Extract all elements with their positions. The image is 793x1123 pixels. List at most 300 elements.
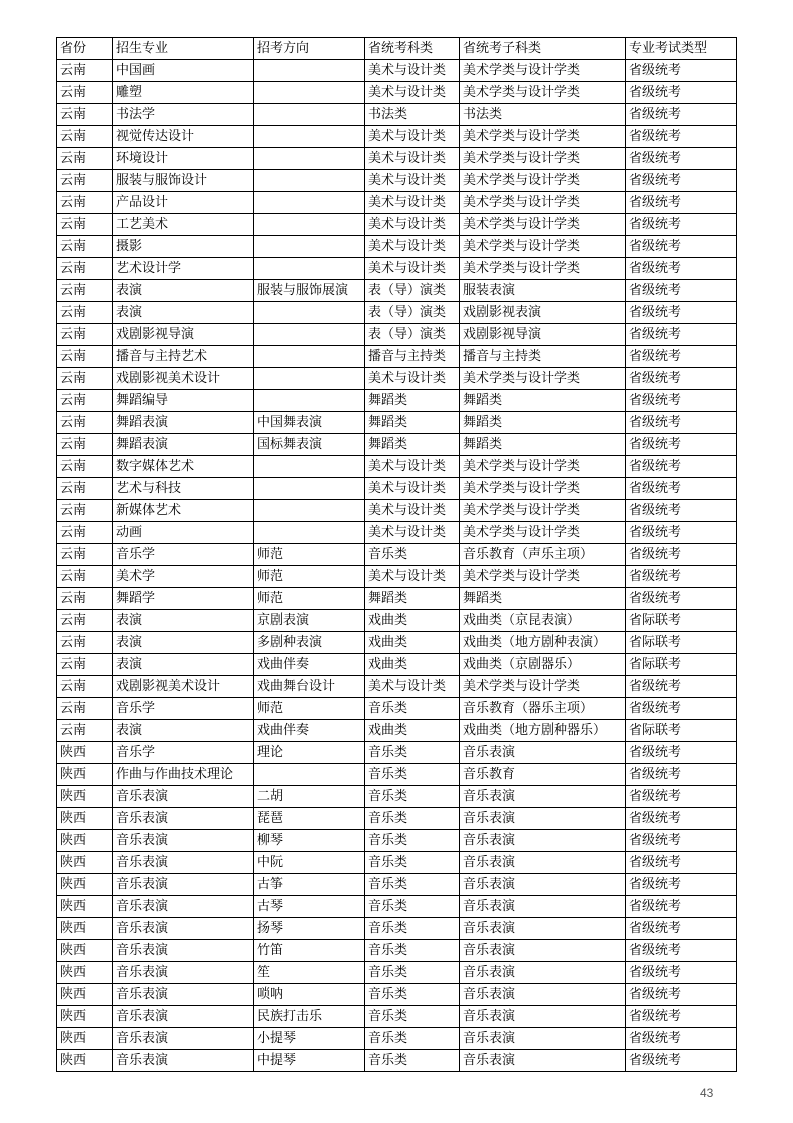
cell-major: 音乐表演 xyxy=(113,984,254,1006)
cell-exam-category: 戏曲类 xyxy=(365,632,460,654)
cell-exam-subcategory: 音乐表演 xyxy=(460,852,626,874)
cell-direction: 民族打击乐 xyxy=(254,1006,365,1028)
cell-major: 戏剧影视美术设计 xyxy=(113,368,254,390)
cell-exam-subcategory: 美术学类与设计学类 xyxy=(460,500,626,522)
cell-exam-category: 戏曲类 xyxy=(365,610,460,632)
cell-major: 音乐表演 xyxy=(113,940,254,962)
table-row xyxy=(57,808,737,830)
cell-exam-subcategory: 美术学类与设计学类 xyxy=(460,60,626,82)
table-row xyxy=(57,852,737,874)
cell-exam-category: 音乐类 xyxy=(365,786,460,808)
cell-province: 云南 xyxy=(57,346,113,368)
cell-direction xyxy=(254,324,365,346)
cell-province: 云南 xyxy=(57,324,113,346)
cell-exam-category: 美术与设计类 xyxy=(365,456,460,478)
table-row xyxy=(57,588,737,610)
cell-direction: 古筝 xyxy=(254,874,365,896)
cell-exam-subcategory: 美术学类与设计学类 xyxy=(460,170,626,192)
cell-major: 音乐表演 xyxy=(113,896,254,918)
cell-exam-subcategory: 音乐表演 xyxy=(460,984,626,1006)
cell-major: 雕塑 xyxy=(113,82,254,104)
cell-direction: 柳琴 xyxy=(254,830,365,852)
header-major: 招生专业 xyxy=(113,38,254,60)
cell-major: 中国画 xyxy=(113,60,254,82)
cell-major: 音乐学 xyxy=(113,544,254,566)
cell-exam-category: 音乐类 xyxy=(365,1050,460,1072)
cell-direction xyxy=(254,390,365,412)
cell-exam-category: 音乐类 xyxy=(365,1006,460,1028)
cell-exam-subcategory: 美术学类与设计学类 xyxy=(460,456,626,478)
table-row xyxy=(57,962,737,984)
cell-exam-category: 美术与设计类 xyxy=(365,148,460,170)
cell-direction: 小提琴 xyxy=(254,1028,365,1050)
cell-direction: 戏曲伴奏 xyxy=(254,654,365,676)
cell-exam-category: 音乐类 xyxy=(365,544,460,566)
cell-province: 云南 xyxy=(57,456,113,478)
cell-exam-type: 省级统考 xyxy=(626,852,737,874)
cell-exam-subcategory: 美术学类与设计学类 xyxy=(460,82,626,104)
cell-major: 音乐表演 xyxy=(113,962,254,984)
cell-exam-type: 省级统考 xyxy=(626,126,737,148)
table-row xyxy=(57,566,737,588)
table-row xyxy=(57,214,737,236)
cell-exam-type: 省级统考 xyxy=(626,566,737,588)
cell-major: 音乐表演 xyxy=(113,874,254,896)
cell-direction: 师范 xyxy=(254,698,365,720)
cell-major: 数字媒体艺术 xyxy=(113,456,254,478)
cell-exam-type: 省际联考 xyxy=(626,610,737,632)
cell-province: 陕西 xyxy=(57,918,113,940)
cell-province: 陕西 xyxy=(57,742,113,764)
cell-direction: 师范 xyxy=(254,544,365,566)
cell-direction xyxy=(254,104,365,126)
table-row xyxy=(57,940,737,962)
cell-exam-subcategory: 美术学类与设计学类 xyxy=(460,522,626,544)
table-row xyxy=(57,324,737,346)
cell-major: 表演 xyxy=(113,654,254,676)
cell-exam-type: 省级统考 xyxy=(626,1028,737,1050)
cell-major: 舞蹈表演 xyxy=(113,412,254,434)
cell-province: 云南 xyxy=(57,720,113,742)
cell-province: 陕西 xyxy=(57,896,113,918)
cell-exam-type: 省级统考 xyxy=(626,82,737,104)
cell-exam-subcategory: 音乐表演 xyxy=(460,1006,626,1028)
cell-province: 陕西 xyxy=(57,962,113,984)
table-row xyxy=(57,478,737,500)
cell-exam-subcategory: 美术学类与设计学类 xyxy=(460,192,626,214)
cell-exam-type: 省级统考 xyxy=(626,258,737,280)
table-row xyxy=(57,148,737,170)
cell-direction: 古琴 xyxy=(254,896,365,918)
cell-direction: 理论 xyxy=(254,742,365,764)
cell-direction: 多剧种表演 xyxy=(254,632,365,654)
table-row xyxy=(57,236,737,258)
cell-exam-type: 省际联考 xyxy=(626,720,737,742)
cell-exam-type: 省级统考 xyxy=(626,346,737,368)
cell-direction xyxy=(254,170,365,192)
cell-direction xyxy=(254,192,365,214)
table-row xyxy=(57,1028,737,1050)
table-row xyxy=(57,984,737,1006)
table-body xyxy=(57,60,737,1072)
cell-exam-category: 音乐类 xyxy=(365,874,460,896)
table-row xyxy=(57,544,737,566)
table-row xyxy=(57,368,737,390)
table-row xyxy=(57,610,737,632)
cell-exam-category: 美术与设计类 xyxy=(365,368,460,390)
cell-major: 音乐表演 xyxy=(113,808,254,830)
cell-exam-type: 省级统考 xyxy=(626,830,737,852)
table-row xyxy=(57,104,737,126)
cell-exam-category: 美术与设计类 xyxy=(365,478,460,500)
cell-exam-subcategory: 舞蹈类 xyxy=(460,390,626,412)
cell-direction xyxy=(254,456,365,478)
cell-exam-category: 播音与主持类 xyxy=(365,346,460,368)
cell-exam-subcategory: 美术学类与设计学类 xyxy=(460,126,626,148)
cell-province: 陕西 xyxy=(57,1028,113,1050)
cell-exam-subcategory: 书法类 xyxy=(460,104,626,126)
cell-exam-type: 省级统考 xyxy=(626,918,737,940)
table-row xyxy=(57,918,737,940)
cell-exam-category: 音乐类 xyxy=(365,940,460,962)
cell-exam-type: 省级统考 xyxy=(626,698,737,720)
cell-exam-category: 表（导）演类 xyxy=(365,324,460,346)
cell-province: 云南 xyxy=(57,698,113,720)
cell-direction xyxy=(254,148,365,170)
cell-province: 云南 xyxy=(57,170,113,192)
cell-exam-subcategory: 舞蹈类 xyxy=(460,412,626,434)
header-exam-subcategory: 省统考子科类 xyxy=(460,38,626,60)
cell-exam-subcategory: 戏曲类（地方剧种器乐） xyxy=(460,720,626,742)
cell-exam-category: 音乐类 xyxy=(365,896,460,918)
table-row xyxy=(57,456,737,478)
table-row xyxy=(57,258,737,280)
cell-exam-type: 省级统考 xyxy=(626,478,737,500)
cell-exam-category: 美术与设计类 xyxy=(365,192,460,214)
table-row xyxy=(57,1050,737,1072)
cell-exam-type: 省级统考 xyxy=(626,786,737,808)
cell-province: 云南 xyxy=(57,500,113,522)
table-row xyxy=(57,302,737,324)
cell-exam-category: 音乐类 xyxy=(365,962,460,984)
cell-direction: 中阮 xyxy=(254,852,365,874)
cell-exam-type: 省际联考 xyxy=(626,632,737,654)
cell-major: 戏剧影视美术设计 xyxy=(113,676,254,698)
cell-province: 云南 xyxy=(57,126,113,148)
cell-province: 陕西 xyxy=(57,830,113,852)
cell-exam-subcategory: 美术学类与设计学类 xyxy=(460,148,626,170)
cell-province: 云南 xyxy=(57,566,113,588)
cell-province: 云南 xyxy=(57,610,113,632)
cell-direction: 京剧表演 xyxy=(254,610,365,632)
cell-exam-category: 音乐类 xyxy=(365,830,460,852)
cell-major: 新媒体艺术 xyxy=(113,500,254,522)
cell-major: 书法学 xyxy=(113,104,254,126)
cell-major: 工艺美术 xyxy=(113,214,254,236)
cell-exam-subcategory: 舞蹈类 xyxy=(460,434,626,456)
cell-exam-subcategory: 美术学类与设计学类 xyxy=(460,214,626,236)
cell-exam-type: 省级统考 xyxy=(626,148,737,170)
cell-exam-subcategory: 音乐表演 xyxy=(460,808,626,830)
table-row xyxy=(57,434,737,456)
header-exam-type: 专业考试类型 xyxy=(626,38,737,60)
cell-direction xyxy=(254,236,365,258)
cell-exam-category: 美术与设计类 xyxy=(365,214,460,236)
cell-province: 云南 xyxy=(57,676,113,698)
cell-major: 艺术设计学 xyxy=(113,258,254,280)
cell-exam-category: 美术与设计类 xyxy=(365,522,460,544)
cell-major: 摄影 xyxy=(113,236,254,258)
cell-major: 表演 xyxy=(113,302,254,324)
cell-exam-category: 音乐类 xyxy=(365,852,460,874)
cell-province: 云南 xyxy=(57,236,113,258)
cell-exam-category: 美术与设计类 xyxy=(365,60,460,82)
cell-exam-category: 音乐类 xyxy=(365,984,460,1006)
cell-exam-subcategory: 美术学类与设计学类 xyxy=(460,258,626,280)
cell-exam-subcategory: 音乐表演 xyxy=(460,962,626,984)
cell-exam-subcategory: 音乐表演 xyxy=(460,830,626,852)
cell-major: 表演 xyxy=(113,720,254,742)
table-row xyxy=(57,346,737,368)
cell-exam-type: 省级统考 xyxy=(626,302,737,324)
cell-major: 舞蹈表演 xyxy=(113,434,254,456)
cell-exam-category: 书法类 xyxy=(365,104,460,126)
cell-province: 云南 xyxy=(57,544,113,566)
cell-province: 云南 xyxy=(57,522,113,544)
cell-exam-category: 音乐类 xyxy=(365,808,460,830)
cell-direction: 戏曲舞台设计 xyxy=(254,676,365,698)
cell-exam-type: 省级统考 xyxy=(626,500,737,522)
cell-exam-category: 表（导）演类 xyxy=(365,302,460,324)
cell-exam-type: 省际联考 xyxy=(626,654,737,676)
cell-exam-type: 省级统考 xyxy=(626,808,737,830)
header-province: 省份 xyxy=(57,38,113,60)
cell-exam-subcategory: 舞蹈类 xyxy=(460,588,626,610)
cell-exam-category: 美术与设计类 xyxy=(365,126,460,148)
table-row xyxy=(57,632,737,654)
cell-direction xyxy=(254,500,365,522)
table-row xyxy=(57,830,737,852)
table-row xyxy=(57,412,737,434)
cell-major: 环境设计 xyxy=(113,148,254,170)
cell-province: 云南 xyxy=(57,280,113,302)
cell-exam-subcategory: 戏曲类（地方剧种表演） xyxy=(460,632,626,654)
table-row xyxy=(57,82,737,104)
cell-exam-category: 美术与设计类 xyxy=(365,258,460,280)
cell-province: 云南 xyxy=(57,632,113,654)
cell-province: 云南 xyxy=(57,104,113,126)
cell-exam-category: 美术与设计类 xyxy=(365,170,460,192)
cell-major: 戏剧影视导演 xyxy=(113,324,254,346)
cell-direction xyxy=(254,60,365,82)
cell-direction xyxy=(254,82,365,104)
cell-exam-category: 戏曲类 xyxy=(365,654,460,676)
cell-exam-subcategory: 美术学类与设计学类 xyxy=(460,478,626,500)
cell-exam-category: 音乐类 xyxy=(365,742,460,764)
cell-exam-subcategory: 音乐表演 xyxy=(460,1028,626,1050)
cell-direction: 中国舞表演 xyxy=(254,412,365,434)
table-row xyxy=(57,522,737,544)
cell-exam-subcategory: 戏曲类（京昆表演） xyxy=(460,610,626,632)
cell-exam-type: 省级统考 xyxy=(626,368,737,390)
cell-major: 舞蹈编导 xyxy=(113,390,254,412)
cell-exam-category: 舞蹈类 xyxy=(365,434,460,456)
cell-exam-subcategory: 音乐教育（器乐主项） xyxy=(460,698,626,720)
cell-major: 作曲与作曲技术理论 xyxy=(113,764,254,786)
cell-exam-type: 省级统考 xyxy=(626,984,737,1006)
table-row xyxy=(57,126,737,148)
cell-province: 云南 xyxy=(57,478,113,500)
cell-direction xyxy=(254,522,365,544)
cell-exam-category: 舞蹈类 xyxy=(365,588,460,610)
cell-major: 音乐表演 xyxy=(113,830,254,852)
cell-exam-category: 音乐类 xyxy=(365,1028,460,1050)
cell-exam-subcategory: 音乐表演 xyxy=(460,786,626,808)
cell-exam-subcategory: 音乐表演 xyxy=(460,940,626,962)
cell-exam-subcategory: 戏曲类（京剧器乐） xyxy=(460,654,626,676)
cell-major: 表演 xyxy=(113,632,254,654)
cell-exam-type: 省级统考 xyxy=(626,456,737,478)
cell-major: 音乐表演 xyxy=(113,786,254,808)
cell-direction: 中提琴 xyxy=(254,1050,365,1072)
cell-exam-category: 音乐类 xyxy=(365,698,460,720)
cell-direction: 师范 xyxy=(254,566,365,588)
cell-exam-type: 省级统考 xyxy=(626,192,737,214)
cell-exam-type: 省级统考 xyxy=(626,962,737,984)
table-row xyxy=(57,742,737,764)
cell-major: 动画 xyxy=(113,522,254,544)
cell-province: 陕西 xyxy=(57,1006,113,1028)
admissions-table xyxy=(56,37,737,1072)
header-exam-category: 省统考科类 xyxy=(365,38,460,60)
cell-exam-subcategory: 戏剧影视表演 xyxy=(460,302,626,324)
cell-exam-type: 省级统考 xyxy=(626,742,737,764)
cell-major: 美术学 xyxy=(113,566,254,588)
cell-exam-type: 省级统考 xyxy=(626,324,737,346)
cell-major: 艺术与科技 xyxy=(113,478,254,500)
cell-major: 音乐表演 xyxy=(113,852,254,874)
cell-major: 音乐学 xyxy=(113,742,254,764)
table-row xyxy=(57,896,737,918)
cell-province: 陕西 xyxy=(57,786,113,808)
cell-direction: 竹笛 xyxy=(254,940,365,962)
cell-exam-subcategory: 服装表演 xyxy=(460,280,626,302)
cell-direction: 服装与服饰展演 xyxy=(254,280,365,302)
cell-province: 云南 xyxy=(57,412,113,434)
cell-major: 音乐学 xyxy=(113,698,254,720)
table-row xyxy=(57,1006,737,1028)
cell-major: 播音与主持艺术 xyxy=(113,346,254,368)
table-row xyxy=(57,764,737,786)
cell-exam-type: 省级统考 xyxy=(626,170,737,192)
cell-major: 产品设计 xyxy=(113,192,254,214)
cell-exam-subcategory: 音乐表演 xyxy=(460,1050,626,1072)
cell-direction: 笙 xyxy=(254,962,365,984)
cell-province: 陕西 xyxy=(57,1050,113,1072)
table-row xyxy=(57,654,737,676)
cell-exam-subcategory: 播音与主持类 xyxy=(460,346,626,368)
cell-exam-category: 戏曲类 xyxy=(365,720,460,742)
table-row xyxy=(57,500,737,522)
cell-major: 表演 xyxy=(113,280,254,302)
cell-exam-category: 美术与设计类 xyxy=(365,676,460,698)
cell-exam-subcategory: 美术学类与设计学类 xyxy=(460,236,626,258)
cell-exam-type: 省级统考 xyxy=(626,280,737,302)
cell-province: 云南 xyxy=(57,60,113,82)
cell-major: 音乐表演 xyxy=(113,1006,254,1028)
cell-province: 陕西 xyxy=(57,764,113,786)
cell-exam-category: 美术与设计类 xyxy=(365,82,460,104)
cell-province: 云南 xyxy=(57,588,113,610)
cell-exam-type: 省级统考 xyxy=(626,676,737,698)
cell-province: 云南 xyxy=(57,192,113,214)
cell-exam-category: 美术与设计类 xyxy=(365,236,460,258)
table-header-row xyxy=(57,38,737,60)
cell-direction xyxy=(254,214,365,236)
cell-province: 陕西 xyxy=(57,874,113,896)
cell-exam-type: 省级统考 xyxy=(626,874,737,896)
table-row xyxy=(57,170,737,192)
cell-exam-type: 省级统考 xyxy=(626,104,737,126)
page-number: 43 xyxy=(700,1086,714,1100)
table-row xyxy=(57,786,737,808)
cell-exam-category: 美术与设计类 xyxy=(365,500,460,522)
cell-exam-subcategory: 音乐表演 xyxy=(460,896,626,918)
cell-exam-category: 美术与设计类 xyxy=(365,566,460,588)
table-row xyxy=(57,720,737,742)
cell-direction xyxy=(254,764,365,786)
cell-exam-type: 省级统考 xyxy=(626,60,737,82)
cell-direction: 戏曲伴奏 xyxy=(254,720,365,742)
cell-exam-type: 省级统考 xyxy=(626,544,737,566)
cell-exam-type: 省级统考 xyxy=(626,896,737,918)
cell-exam-category: 表（导）演类 xyxy=(365,280,460,302)
cell-major: 音乐表演 xyxy=(113,918,254,940)
cell-province: 陕西 xyxy=(57,808,113,830)
cell-exam-type: 省级统考 xyxy=(626,940,737,962)
table-row xyxy=(57,192,737,214)
cell-exam-type: 省级统考 xyxy=(626,1050,737,1072)
cell-exam-subcategory: 美术学类与设计学类 xyxy=(460,368,626,390)
cell-province: 陕西 xyxy=(57,940,113,962)
cell-direction xyxy=(254,302,365,324)
cell-exam-type: 省级统考 xyxy=(626,434,737,456)
cell-major: 服装与服饰设计 xyxy=(113,170,254,192)
cell-direction: 师范 xyxy=(254,588,365,610)
cell-exam-subcategory: 音乐表演 xyxy=(460,918,626,940)
table-row xyxy=(57,676,737,698)
header-direction: 招考方向 xyxy=(254,38,365,60)
cell-province: 云南 xyxy=(57,214,113,236)
cell-province: 陕西 xyxy=(57,984,113,1006)
cell-province: 云南 xyxy=(57,654,113,676)
cell-province: 云南 xyxy=(57,390,113,412)
cell-province: 云南 xyxy=(57,82,113,104)
cell-exam-type: 省级统考 xyxy=(626,764,737,786)
table-row xyxy=(57,60,737,82)
cell-direction xyxy=(254,258,365,280)
cell-major: 表演 xyxy=(113,610,254,632)
cell-direction: 国标舞表演 xyxy=(254,434,365,456)
cell-direction: 琵琶 xyxy=(254,808,365,830)
cell-province: 云南 xyxy=(57,368,113,390)
cell-province: 云南 xyxy=(57,258,113,280)
cell-province: 云南 xyxy=(57,148,113,170)
cell-exam-type: 省级统考 xyxy=(626,412,737,434)
cell-exam-category: 舞蹈类 xyxy=(365,390,460,412)
table-row xyxy=(57,390,737,412)
cell-exam-type: 省级统考 xyxy=(626,390,737,412)
